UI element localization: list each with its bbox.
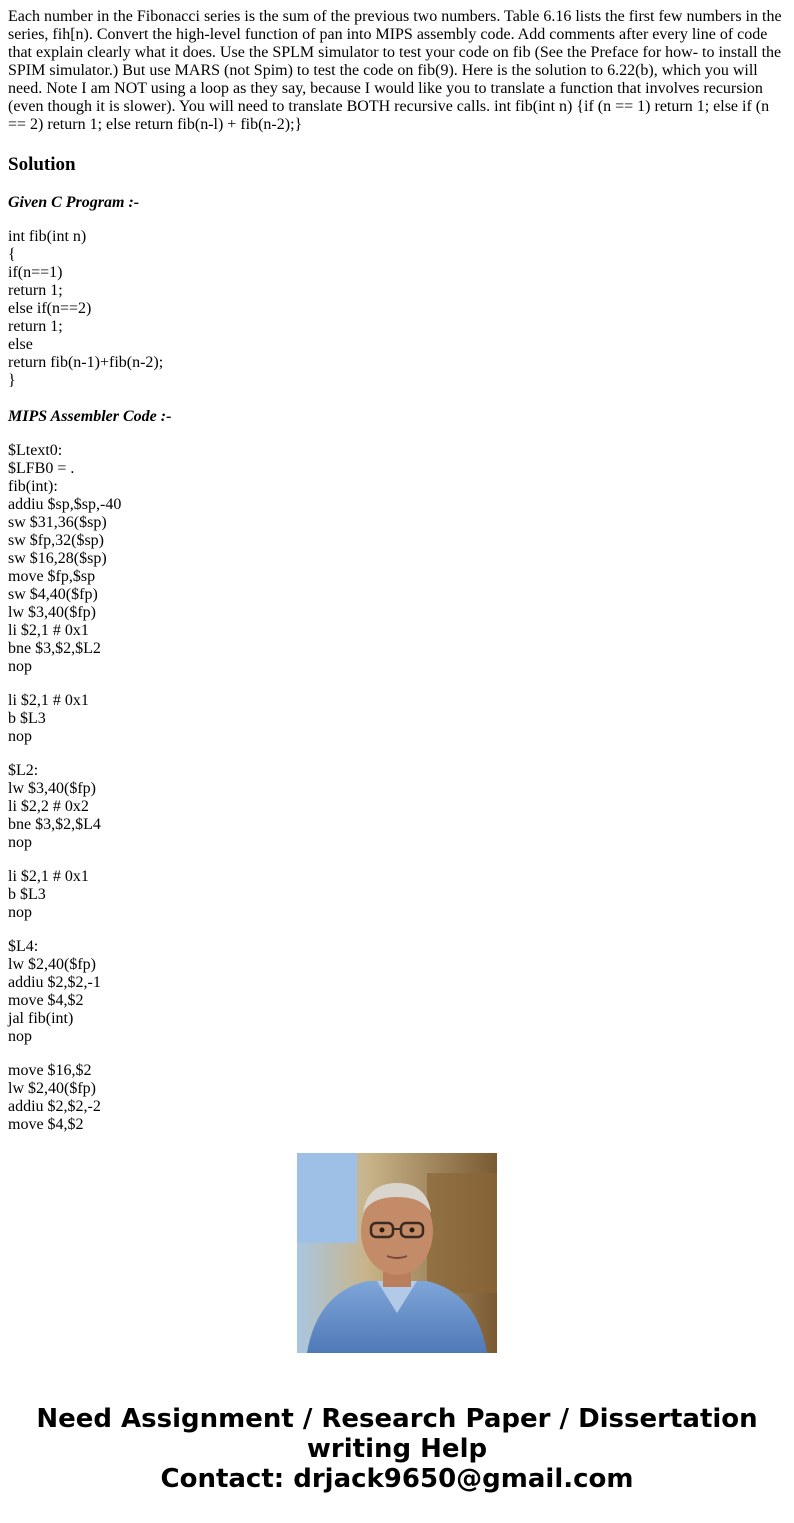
mips-code-line: nop (8, 1028, 32, 1045)
mips-code-line: jal fib(int) (8, 1010, 74, 1027)
mips-code-line: li $2,1 # 0x1 (8, 868, 89, 885)
author-avatar (297, 1153, 497, 1353)
document-content (8, 8, 786, 1133)
mips-code-line: nop (8, 834, 32, 851)
mips-code-group (8, 762, 786, 852)
c-code-line: else (8, 336, 33, 353)
mips-code-line: lw $2,40($fp) (8, 1080, 96, 1097)
mips-code-group (8, 938, 786, 1046)
promo-contact: Contact: drjack9650@gmail.com (160, 1464, 634, 1494)
mips-code-line: li $2,1 # 0x1 (8, 622, 89, 639)
mips-code-line: lw $3,40($fp) (8, 780, 96, 797)
mips-code-line: b $L3 (8, 710, 46, 727)
mips-code-line: move $fp,$sp (8, 568, 96, 585)
c-code-line: int fib(int n) (8, 228, 87, 245)
promo-banner (0, 1404, 794, 1494)
mips-code-line: $LFB0 = . (8, 460, 75, 477)
mips-code-line: li $2,2 # 0x2 (8, 798, 89, 815)
author-portrait-image (297, 1153, 497, 1353)
promo-line-1: Need Assignment / Research Paper / Dissertation (36, 1404, 758, 1434)
mips-code-line: nop (8, 728, 32, 745)
mips-code-line: nop (8, 658, 32, 675)
mips-code-group (8, 442, 786, 676)
question-text: Each number in the Fibonacci series is the sum of the previous two numbers. Table 6.16 lists the first few numbers in the series, fih[n). Convert the high-level function of pan into MIPS assembly code. Add comments after every line of code that explain clearly what it does. Use the SPLM simulator to test your code on fib (See the Preface for how- to install the SPIM simulator.) But use MARS (not Spim) to test the code on fib(9). Here is the solution to 6.22(b), which you will need. Note I am NOT using a loop as they say, because I would like you to translate a function that involves recursion (even though it is slower). You will need to translate BOTH recursive calls. int fib(int n) {if (n == 1) return 1; else if (n == 2) return 1; else return fib(n-l) + fib(n-2);} (8, 8, 782, 133)
c-program-label: Given C Program :- (8, 194, 140, 211)
c-code-line: if(n==1) (8, 264, 63, 281)
mips-code-line: lw $2,40($fp) (8, 956, 96, 973)
mips-code-line: lw $3,40($fp) (8, 604, 96, 621)
promo-line-2: writing Help (306, 1434, 488, 1464)
mips-code-line: addiu $2,$2,-1 (8, 974, 101, 991)
mips-code-line: fib(int): (8, 478, 58, 495)
solution-heading: Solution (8, 154, 76, 175)
mips-code-line: bne $3,$2,$L4 (8, 816, 101, 833)
mips-code-line: move $16,$2 (8, 1062, 92, 1079)
mips-code-line: nop (8, 904, 32, 921)
c-code-line: return 1; (8, 318, 63, 335)
mips-code-line: $Ltext0: (8, 442, 63, 459)
mips-assembler-code (8, 442, 786, 1134)
mips-code-group (8, 868, 786, 922)
mips-code-line: sw $16,28($sp) (8, 550, 107, 567)
mips-code-line: sw $31,36($sp) (8, 514, 107, 531)
mips-code-line: move $4,$2 (8, 1116, 84, 1133)
c-code-line: { (8, 246, 16, 263)
mips-code-group (8, 1062, 786, 1134)
c-code-line: return fib(n-1)+fib(n-2); (8, 354, 164, 371)
mips-code-group (8, 692, 786, 746)
mips-code-line: b $L3 (8, 886, 46, 903)
mips-code-line: move $4,$2 (8, 992, 84, 1009)
mips-code-line: $L4: (8, 938, 39, 955)
mips-code-line: sw $fp,32($sp) (8, 532, 104, 549)
mips-code-line: sw $4,40($fp) (8, 586, 98, 603)
c-program-code (8, 228, 786, 390)
mips-code-label: MIPS Assembler Code :- (8, 408, 172, 425)
mips-code-line: addiu $2,$2,-2 (8, 1098, 101, 1115)
mips-code-line: li $2,1 # 0x1 (8, 692, 89, 709)
mips-code-line: $L2: (8, 762, 39, 779)
c-code-line: else if(n==2) (8, 300, 92, 317)
c-code-line: return 1; (8, 282, 63, 299)
mips-code-line: bne $3,$2,$L2 (8, 640, 101, 657)
c-code-line: } (8, 372, 16, 389)
mips-code-line: addiu $sp,$sp,-40 (8, 496, 122, 513)
